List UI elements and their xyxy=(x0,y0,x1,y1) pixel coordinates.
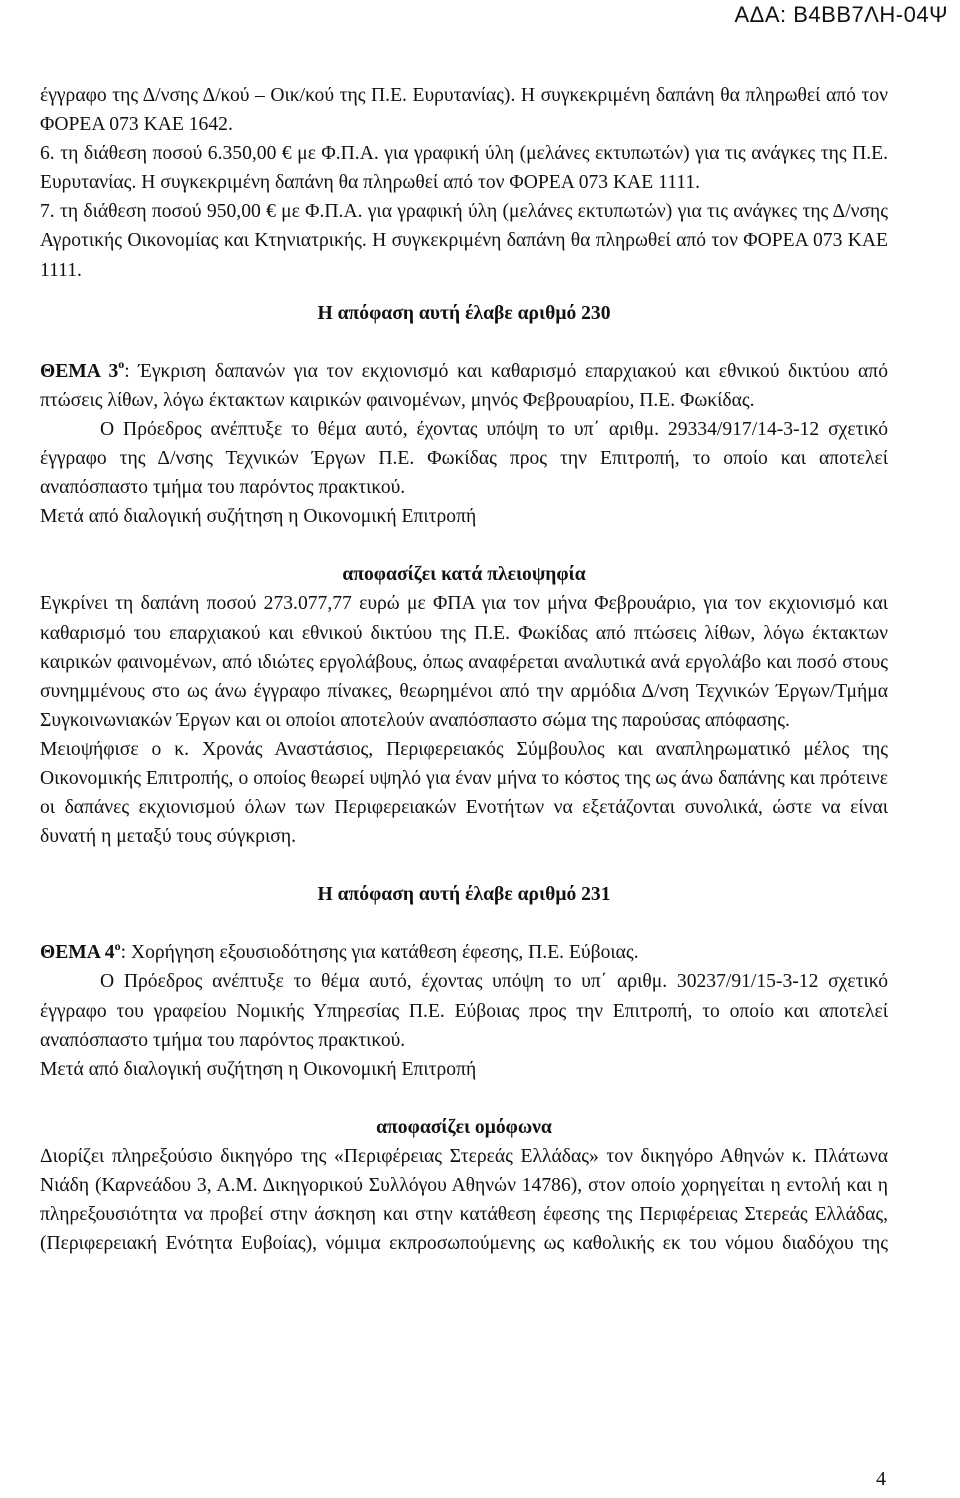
topic-4-title: Χορήγηση εξουσιοδότησης για κατάθεση έφεσης, Π.Ε. Εύβοιας. xyxy=(126,942,639,964)
item-7: 7. τη διάθεση ποσού 950,00 € με Φ.Π.Α. για γραφική ύλη (μελάνες εκτυπωτών) για τις ανάγκες της Δ/νσης Αγροτικής Οικονομίας και Κτηνιατρικής. Η συγκεκριμένη δαπάνη θα πληρωθεί από τον ΦΟΡΕΑ 073 ΚΑΕ 1111. xyxy=(40,201,888,281)
topic-4-president-text: Ο Πρόεδρος ανέπτυξε το θέμα αυτό, έχοντας υπόψη το υπ΄ αριθμ. 30237/91/15-3-12 σχετικό έγγραφο του γραφείου Νομικής Υπηρεσίας Π.Ε. Εύβοιας προς την Επιτροπή, το οποίο και αποτελεί αναπόσπαστο τμήμα του παρόντος πρακτικού. xyxy=(40,971,888,1051)
topic-3-approval: Εγκρίνει τη δαπάνη ποσού 273.077,77 ευρώ με ΦΠΑ για τον μήνα Φεβρουάριο, για τον εκχιονισμό και καθαρισμό του επαρχιακού και εθνικού δικτύου της Π.Ε. Φωκίδας από πτώσεις λίθων, λόγω έκτακτων καιρικών φαινομένων, από ιδιώτες εργολάβους, όπως αναφέρεται αναλυτικά ανά εργολάβο και ποσό στους συνημμένους στο ως άνω έγγραφο πίνακες, θεωρημένοι από την αρμόδια Δ/νση Τεχνικών Έργων/Τμήμα Συγκοινωνιακών Έργων και οι οποίοι αποτελούν αναπόσπαστο σώμα της παρούσας απόφασης. xyxy=(40,593,888,731)
item-5-continuation: έγγραφο της Δ/νσης Δ/κού – Οικ/κού της Π.Ε. Ευρυτανίας). Η συγκεκριμένη δαπάνη θα πληρωθεί από τον ΦΟΡΕΑ 073 ΚΑΕ 1642. xyxy=(40,85,888,136)
topic-4-discussion: Μετά από διαλογική συζήτηση η Οικονομική Επιτροπή xyxy=(40,1058,477,1080)
decision-number-231: Η απόφαση αυτή έλαβε αριθμό 231 xyxy=(317,884,611,906)
topic-3-heading: ΘΕΜΑ $3^o$: Έγκριση δαπανών για τον εκχιονισμό και καθαρισμό επαρχιακού και εθνικού δικτύου από πτώσεις λίθων, λόγω έκτακτων καιρικών φαινομένων, μηνός Φεβρουαρίου, Π.Ε. Φωκίδας. xyxy=(40,357,889,411)
topic-3-decides: αποφασίζει κατά πλειοψηφία xyxy=(342,564,586,586)
topic-3-minority: Μειοψήφισε ο κ. Χρονάς Αναστάσιος, Περιφερειακός Σύμβουλος και αναπληρωματικό μέλος της Οικονομικής Επιτροπής, ο οποίος θεωρεί υψηλό για έναν μήνα το κόστος της ως άνω δαπάνης και πρότεινε οι δαπάνες εκχιονισμού όλων των Περιφερειακών Ενοτήτων να εξετάζονται συνολικά, ώστε να είναι δυνατή η μεταξύ τους σύγκριση. xyxy=(40,738,888,848)
document-page xyxy=(40,81,888,1258)
topic-3-label: ΘΕΜΑ $3^o$ xyxy=(40,357,125,382)
topic-4-appointment: Διορίζει πληρεξούσιο δικηγόρο της «Περιφέρειας Στερεάς Ελλάδας» τον δικηγόρο Αθηνών κ. Πλάτωνα Νιάδη (Καρνεάδου 3, Α.Μ. Δικηγορικού Συλλόγου Αθηνών 14786), στον οποίο χορηγείται η εντολή και η πληρεξουσιότητα να προβεί στην άσκηση και στην κατάθεση έφεσης της Περιφέρειας Στερεάς Ελλάδας, (Περιφερειακή Ενότητα Ευβοίας), νόμιμα εκπροσωπούμενης ως καθολικής εκ του νόμου διαδόχου της xyxy=(40,1145,888,1255)
page-number: 4 xyxy=(876,1468,886,1490)
topic-3-title: Έγκριση δαπανών για τον εκχιονισμό και καθαρισμό επαρχιακού και εθνικού δικτύου από πτώσεις λίθων, λόγω έκτακτων καιρικών φαινομένων, μηνός Φεβρουαρίου, Π.Ε. Φωκίδας. xyxy=(40,360,889,411)
decision-number-230: Η απόφαση αυτή έλαβε αριθμό 230 xyxy=(317,302,611,324)
topic-4-label: ΘΕΜΑ $4^o$ xyxy=(40,938,121,964)
document-ada-code: ΑΔΑ: Β4ΒΒ7ΛΗ-04Ψ xyxy=(734,2,948,27)
topic-4-heading: ΘΕΜΑ $4^o$: Χορήγηση εξουσιοδότησης για κατάθεση έφεσης, Π.Ε. Εύβοιας. xyxy=(40,938,639,964)
topic-3-discussion: Μετά από διαλογική συζήτηση η Οικονομική Επιτροπή xyxy=(40,506,477,528)
topic-3-president-text: Ο Πρόεδρος ανέπτυξε το θέμα αυτό, έχοντας υπόψη το υπ΄ αριθμ. 29334/917/14-3-12 σχετικό έγγραφο της Δ/νσης Τεχνικών Έργων Π.Ε. Φωκίδας προς την Επιτροπή, το οποίο και αποτελεί αναπόσπαστο τμήμα του παρόντος πρακτικού. xyxy=(40,418,888,499)
topic-4-decides: αποφασίζει ομόφωνα xyxy=(376,1116,552,1138)
item-6: 6. τη διάθεση ποσού 6.350,00 € με Φ.Π.Α. για γραφική ύλη (μελάνες εκτυπωτών) για τις ανάγκες της Π.Ε. Ευρυτανίας. Η συγκεκριμένη δαπάνη θα πληρωθεί από τον ΦΟΡΕΑ 073 ΚΑΕ 1111. xyxy=(40,143,888,194)
